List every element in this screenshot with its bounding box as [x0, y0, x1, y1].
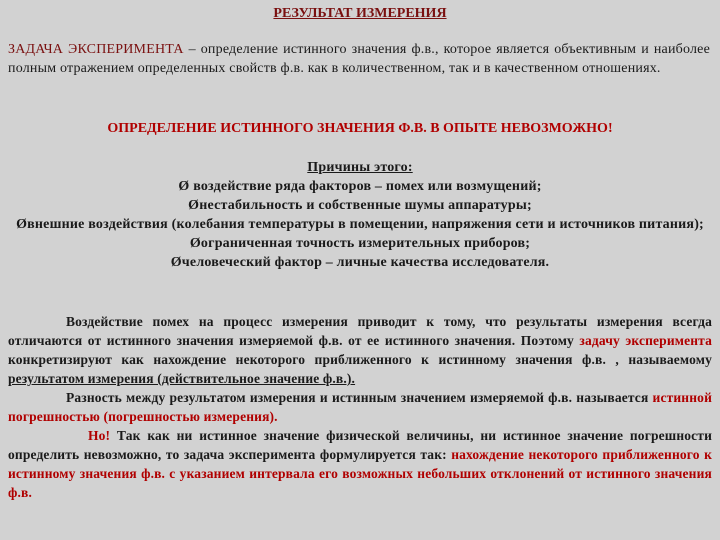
paragraph-error — [8, 388, 712, 426]
term-task: задачу эксперимента — [579, 333, 713, 348]
intro-term: ЗАДАЧА ЭКСПЕРИМЕНТА — [8, 42, 184, 57]
term-result: результатом измерения (действительное значение ф.в.). — [8, 371, 356, 386]
body-text — [8, 312, 712, 502]
reasons-heading: Причины этого: — [307, 160, 413, 175]
intro-paragraph — [8, 40, 710, 78]
reason-item: Øограниченная точность измерительных приборов; — [189, 236, 531, 251]
slide — [6, 0, 714, 540]
impossible-heading: ОПРЕДЕЛЕНИЕ ИСТИННОГО ЗНАЧЕНИЯ Ф.В. В ОПЫТЕ НЕВОЗМОЖНО! — [107, 121, 613, 136]
page-title: РЕЗУЛЬТАТ ИЗМЕРЕНИЯ — [273, 6, 447, 21]
text-span: конкретизируют как нахождение некоторого приближенного к истинному значения ф.в. , называемому — [8, 352, 712, 367]
paragraph-but — [8, 426, 712, 502]
term-error: истинной погрешностью (погрешностью измерения). — [8, 390, 712, 424]
text-span: Так как ни истинное значение физической величины, ни истинное значение погрешности определить невозможно, то задача эксперимента формулируется так: — [8, 428, 712, 462]
reasons-list — [6, 158, 714, 272]
term-finding: нахождение некоторого приближенного к истинному значения ф.в. с указанием интервала его возможных небольших отклонений от истинного значения ф.в. — [8, 447, 712, 500]
text-span: Воздействие помех на процесс измерения приводит к тому, что результаты измерения всегда отличаются от истинного значения измеряемой ф.в. от ее истинного значения. Поэтому — [8, 314, 712, 348]
reason-item: Øвнешние воздействия (колебания температуры в помещении, напряжения сети и источников питания); — [16, 217, 704, 232]
reason-item: Ø воздействие ряда факторов – помех или возмущений; — [178, 179, 542, 194]
intro-text: – определение истинного значения ф.в., которое является объективным и наиболее полным отражением определенных свойств ф.в. как в количественном, так и в качественном отношениях. — [8, 42, 710, 76]
but-word: Но! — [88, 428, 111, 443]
paragraph-result — [8, 312, 712, 388]
reason-item: Øнестабильность и собственные шумы аппаратуры; — [188, 198, 532, 213]
text-span: Разность между результатом измерения и истинным значением измеряемой ф.в. называется — [66, 390, 653, 405]
reason-item: Øчеловеческий фактор – личные качества исследователя. — [170, 255, 550, 270]
